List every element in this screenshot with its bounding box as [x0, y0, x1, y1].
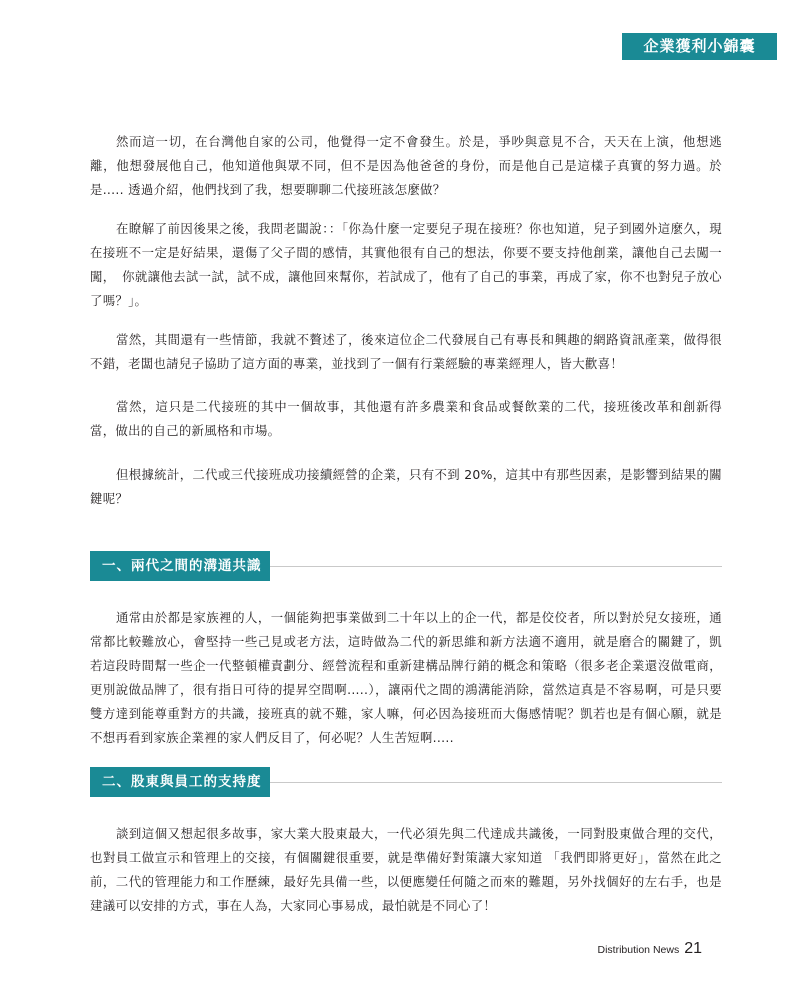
intro-paragraph-4: 當然，這只是二代接班的其中一個故事，其他還有許多農業和食品或餐飲業的二代，接班後改革和創新得當，做出的自己的新風格和市場。	[90, 399, 722, 438]
intro-paragraph-3: 當然，其間還有一些情節，我就不贅述了，後來這位企二代發展自己有專長和興趣的網路資訊產業，做得很不錯，老闆也請兒子協助了這方面的專業，並找到了一個有行業經驗的專業經理人，皆大歡喜！	[90, 332, 722, 371]
page-footer	[598, 940, 703, 962]
section-1-body: 通常由於都是家族裡的人，一個能夠把事業做到二十年以上的企一代，都是佼佼者，所以對於兒女接班，通常都比較難放心，會堅持一些己見或老方法，這時做為二代的新思維和新方法適不適用，就是磨合的關鍵了，凱若這段時間幫一些企一代整頓權責劃分、經營流程和重新建構品牌行銷的概念和策略（很多老企業還沒做電商，更別說做品牌了，很有指日可待的提昇空間啊.....），讓兩代之間的鴻溝能消除，當然這真是不容易啊，可是只要雙方達到能尊重對方的共識，接班真的就不難，家人嘛，何必因為接班而大傷感情呢？凱若也是有個心願，就是不想再看到家族企業裡的家人們反目了，何必呢？人生苦短啊.....	[90, 610, 722, 745]
section-2-body: 談到這個又想起很多故事，家大業大股東最大，一代必須先與二代達成共識後，一同對股東做合理的交代，也對員工做宣示和管理上的交接，有個關鍵很重要，就是準備好對策讓大家知道 「我們即將更好」，當然在此之前，二代的管理能力和工作歷練，最好先具備一些，以便應變任何隨之而來的難題，另外找個好的左右手，也是建議可以安排的方式，事在人為，大家同心事易成，最怕就是不同心了！	[90, 826, 722, 913]
header-section-tab: 企業獲利小錦囊	[622, 33, 777, 60]
section-2-heading: 二、股東與員工的支持度	[90, 767, 270, 797]
intro-paragraph-5: 但根據統計，二代或三代接班成功接續經營的企業，只有不到 20%，這其中有那些因素，是影響到結果的關鍵呢？	[90, 467, 722, 506]
intro-paragraph-1: 然而這一切，在台灣他自家的公司，他覺得一定不會發生。於是，爭吵與意見不合，天天在上演，他想逃離，他想發展他自己，他知道他與眾不同，但不是因為他爸爸的身份，而是他自己是這樣子真實的努力過。於是..... 透過介紹，他們找到了我，想要聊聊二代接班該怎麼做？	[90, 134, 722, 197]
publication-name: Distribution News	[597, 944, 680, 956]
intro-paragraph-2: 在瞭解了前因後果之後，我問老闆說：：「你為什麼一定要兒子現在接班？你也知道，兒子到國外這麼久，現在接班不一定是好結果，還傷了父子間的感情，其實他很有自己的想法，你要不要支持他創業，讓他自己去闖一闖， 你就讓他去試一試，試不成，讓他回來幫你，若試成了，他有了自己的事業，再成了家，你不也對兒子放心了嗎？」。	[90, 221, 722, 308]
section-1-heading: 一、兩代之間的溝通共識	[90, 551, 270, 581]
page-number: 21	[684, 940, 702, 957]
